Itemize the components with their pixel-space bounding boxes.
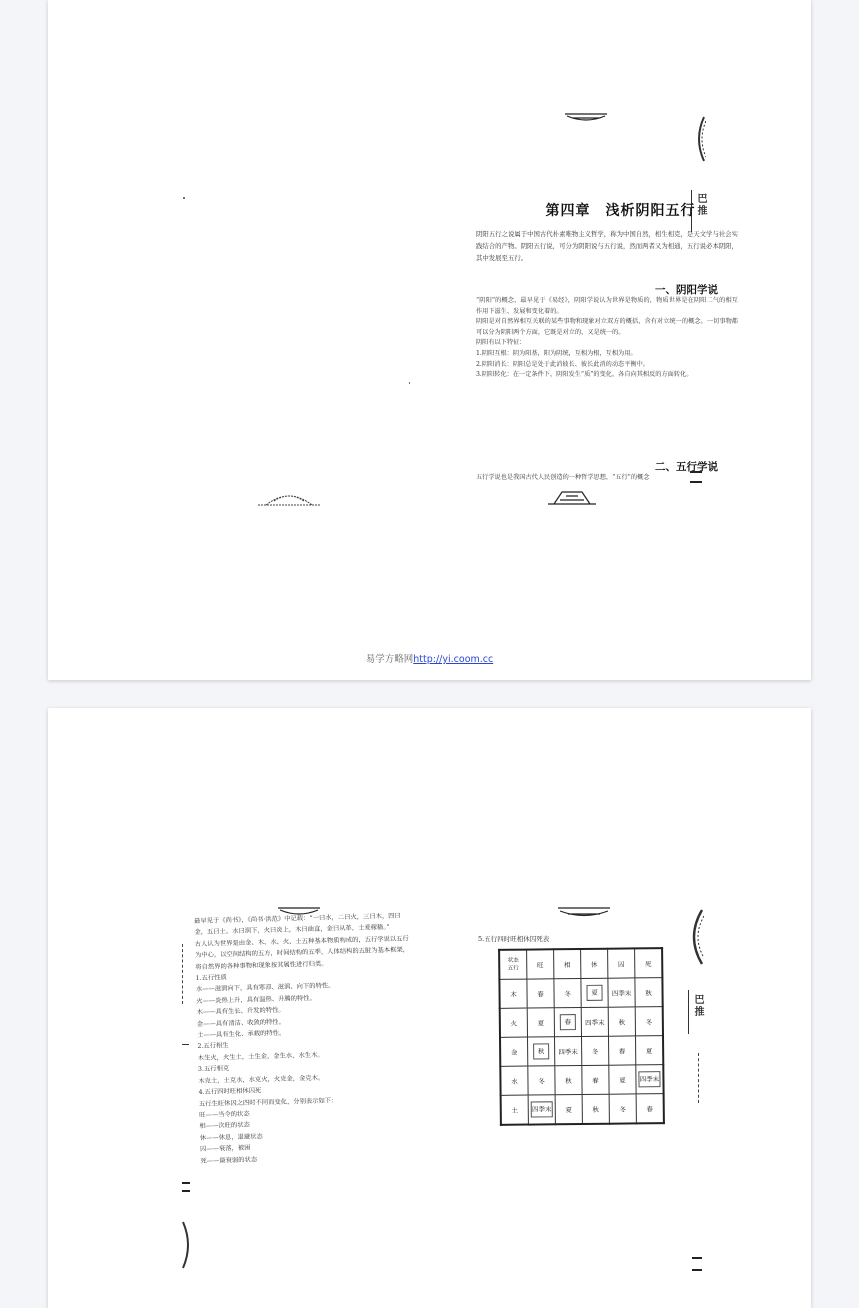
section-heading-yin-yang: 一、阴阳学说 [655,284,718,296]
table-cell: 秋 [635,978,663,1007]
list-item: 火——炎热上升，具有温热、升腾的特性。 [196,994,316,1005]
page-edge-mark [690,471,702,483]
section-body-five-elements: 五行学说也是我国古代人民创造的一种哲学思想，“五行”的概念 [476,474,650,481]
paragraph: 2.阴阳消长：阴阳总是处于此消彼长、彼长此消的动态平衡中。 [476,360,649,368]
table-cell: 夏 [609,1065,636,1094]
table-cell: 春 [527,979,554,1008]
table-header-cell: 囚 [608,948,635,978]
table-cell: 冬 [554,979,581,1008]
spine-rule [698,1053,700,1103]
left-margin-rule [182,944,184,1004]
table-cell: 四季末 [608,978,635,1007]
table-cell: 秋 [608,1007,635,1036]
table-cell: 四季末 [555,1037,582,1066]
table-cell: 夏 [527,1008,554,1037]
list-item: 相——次旺的状态 [199,1121,250,1131]
table-header-cell: 死 [635,948,663,978]
chapter-title: 第四章 浅析阴阳五行 [545,203,696,219]
table-cell: 夏 [635,1036,663,1065]
table-cell: 夏 [555,1094,582,1124]
left-spine-ornament-icon [181,1220,193,1270]
left-margin-mark [182,1182,190,1192]
paragraph: 阴阳是对自然界相互关联的某些事物和现象对立双方的概括，含有对立统一的概念。一切事物都可以分为阴阳两个方面，它既是对立的，又是统一的。 [476,318,738,336]
paragraph: 古人认为世界是由金、木、水、火、土五种基本物质构成的，五行学说以五行为中心，以空间结构的五方，时间结构的五季，人体结构的五脏为基本框架，将自然界的各种事物和现象按其属性进行归类。 [194,935,410,971]
five-elements-season-table [498,947,665,1126]
table-cell: 春 [636,1094,664,1124]
table-cell: 春 [582,1065,609,1094]
table-cell: 四季末 [528,1095,555,1125]
table-row [500,1036,663,1067]
list-item: 旺——当令的状态 [199,1110,250,1119]
table-cell: 春 [608,1036,635,1065]
top-right-ornament-icon [556,906,612,920]
list-item: 囚——衰落，被困 [200,1144,251,1154]
table-cell: 四季末 [636,1065,664,1094]
list-heading: 4.五行四时旺相休囚死 [198,1087,262,1097]
stray-mark [183,197,185,199]
table-caption: 5.五行四时旺相休囚死表 [478,935,550,943]
paragraph: “阴阳”的概念，最早见于《易经》，阴阳学说认为世界是物质的，物质世界是在阴阳二气的相互作用下滋生、发展和变化着的。 [476,297,738,315]
left-column-text [194,910,416,1167]
document-page-1 [48,0,811,680]
stray-mark [409,382,410,384]
list-item: 土——具有生化、承载的特性。 [197,1029,286,1040]
table-cell: 水 [500,1066,528,1095]
spine-ornament-icon [692,115,706,163]
table-cell: 秋 [582,1094,609,1124]
spine-ornament-icon [684,908,704,966]
table-cell: 冬 [528,1066,555,1095]
table-cell: 冬 [609,1094,636,1124]
table-row [499,978,662,1009]
paragraph: 3.阴阳转化：在一定条件下，阴阳发生“质”的变化，各自向其相反的方面转化。 [476,371,693,379]
spine-rule [688,990,689,1034]
paragraph: 1.阴阳互根：阴为阳基，阳为阴统，互相为根，互相为用。 [476,349,637,357]
document-page-2 [48,708,811,1308]
spine-title: 巴推 [695,193,706,217]
list-item: 休——休息，退避状态 [199,1132,263,1142]
bottom-left-ornament-icon [256,487,322,507]
table-cell: 春 [554,1008,581,1037]
table-corner-cell: 状态 五行 [499,950,527,980]
table-row [500,1065,663,1096]
table-cell: 火 [500,1008,528,1037]
table-cell: 木 [499,979,527,1008]
list-item: 水——滋润向下，具有寒凉、滋润、向下的特性。 [195,982,335,994]
table-header-cell: 相 [554,949,581,979]
table-cell: 夏 [581,978,608,1007]
list-item: 金——具有清洁、收敛的特性。 [196,1018,286,1028]
list-heading: 1.五行性质 [195,974,227,983]
bottom-ornament-icon [546,488,598,506]
section-body-yin-yang [476,296,738,381]
table-row [500,1007,663,1038]
section-heading-five-elements: 二、五行学说 [655,461,718,473]
paragraph: 最早见于《尚书》，《尚书·洪范》中记载：“一曰水，二曰火，三曰木，四曰金，五曰土。水曰润下，火曰炎上，木曰曲直，金曰从革，土爰稼穑。” [194,912,401,937]
table-cell: 土 [501,1095,529,1125]
table-cell: 冬 [582,1036,609,1065]
chapter-intro: 阴阳五行之说属于中国古代朴素唯物主义哲学，称为中国自然，相生相克，是天文学与社会实践结合的产物。阴阳五行说，可分为阴阳说与五行说，然而两者又为相通，五行说必本阴阳，其中发展至五行。 [476,230,739,262]
table-cell: 秋 [528,1037,555,1066]
table-header-cell: 旺 [527,949,554,979]
table-cell: 冬 [635,1007,663,1036]
list-item: 木——具有生长、升发的特性。 [196,1006,285,1017]
table-header-row [499,948,662,979]
table-cell: 金 [500,1037,528,1066]
list-heading: 3.五行相克 [197,1065,230,1074]
list-item: 死——最衰弱的状态 [200,1155,258,1165]
table-row [501,1094,664,1125]
footer-site-name: 易学方略网 [365,654,414,665]
table-cell: 四季末 [581,1007,608,1036]
page-footer [48,651,811,665]
table-header-cell: 休 [581,949,608,979]
paragraph: 阴阳有以下特征： [476,339,526,347]
table-cell: 秋 [555,1065,582,1094]
list-heading: 2.五行相生 [197,1042,229,1051]
list-item: 木克土，土克水，水克火，火克金，金克木。 [198,1074,325,1085]
footer-link[interactable]: http://yi.coom.cc [413,654,494,665]
list-item: 木生火，火生土，土生金，金生水，水生木。 [197,1051,324,1062]
spine-title: 巴推 [692,994,703,1018]
list-item: 五行生旺休囚之四时不同而变化，分别表示如下： [198,1096,338,1108]
left-margin-mark [182,1044,189,1045]
top-ornament-icon [563,112,609,124]
page-edge-mark [692,1257,702,1271]
